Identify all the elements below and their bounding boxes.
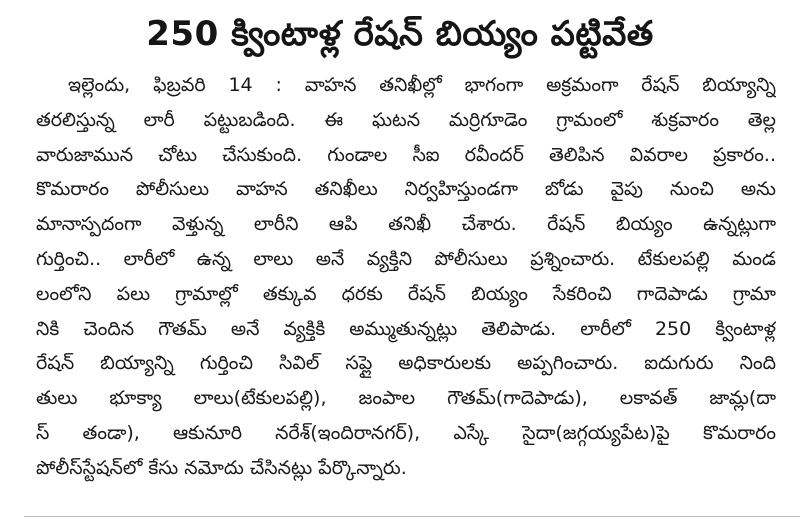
article-body [36,68,776,486]
article-line: లంలోని పలు గ్రామాల్లో తక్కువ ధరకు రేషన్ బియ్యం సేకరించి గాదెపాడు గ్రామా [36,282,776,305]
article-line: ఇల్లెందు, ఫిబ్రవరి 14 : వాహన తనిఖీల్లో భాగంగా అక్రమంగా రేషన్ బియ్యాన్ని [68,74,776,96]
article-line: కొమరారం పోలీసులు వాహన తనిఖీలు నిర్వహిస్తుండగా బోడు వైపు నుంచి అను [36,178,776,201]
article-line: రేషన్ బియ్యాన్ని గుర్తించి సివిల్ సప్లై అధికారులకు అప్పగించారు. ఐదుగురు నింది [36,352,776,375]
headline: 250 క్వింటాళ్ల రేషన్ బియ్యం పట్టివేత [146,14,654,54]
article-line: నికి చెందిన గౌతమ్ అనే వ్యక్తికి అమ్ముతున్నట్లు తెలిపాడు. లారీలో 250 క్వింటాళ్ల [36,317,776,340]
article-line: గుర్తించి.. లారీలో ఉన్న లాలు అనే వ్యక్తిని పోలీసులు ప్రశ్నించారు. టేకులపల్లి మండ [36,247,776,270]
article-line: తరలిస్తున్న లారీ పట్టుబడింది. ఈ ఘటన మర్రిగూడెం గ్రామంలో శుక్రవారం తెల్ల [36,108,776,131]
article-line: తులు భూక్యా లాలు(టేకులపల్లి), జంపాల గౌతమ్(గాదెపాడు), లకావత్ జామ్ల(దా [36,387,776,410]
article-line: పోలీస్‌స్టేషన్‌లో కేసు నమోదు చేసినట్లు పేర్కొన్నారు. [36,456,407,479]
divider [24,516,800,517]
article-line: వారుజామున చోటు చేసుకుంది. గుండాల సీఐ రవీందర్ తెలిపిన వివరాల ప్రకారం.. [36,143,776,166]
article-line: స్ తండా), ఆకునూరి నరేశ్(ఇందిరానగర్), ఎస్కే సైదా(జగ్గయ్యపేట)పై కొమరారం [36,421,776,444]
article-line: మానాస్పదంగా వెళ్తున్న లారీని ఆపి తనిఖీ చేశారు. రేషన్ బియ్యం ఉన్నట్లుగా [36,213,776,236]
